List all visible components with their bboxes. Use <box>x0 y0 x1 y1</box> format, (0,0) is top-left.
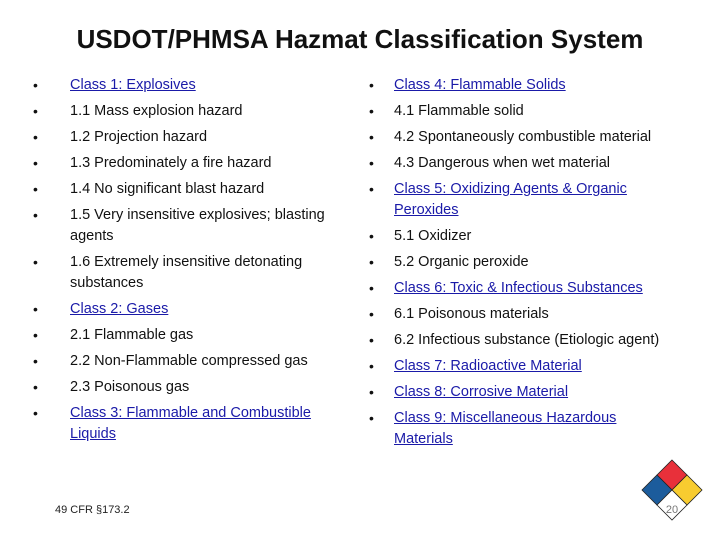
list-item <box>70 127 352 148</box>
class-link[interactable]: Class 5: Oxidizing Agents & Organic Peroxides <box>394 181 627 218</box>
item-text: 6.2 Infectious substance (Etiologic agent) <box>394 332 660 348</box>
list-item <box>394 252 662 273</box>
class-link[interactable]: Class 9: Miscellaneous Hazardous Materials <box>394 410 617 447</box>
list-item <box>394 127 662 148</box>
slide-title: USDOT/PHMSA Hazmat Classification System <box>76 24 644 54</box>
class-link-item <box>70 75 352 96</box>
item-text: 2.3 Poisonous gas <box>70 379 190 395</box>
item-text: 4.3 Dangerous when wet material <box>394 155 611 171</box>
list-item <box>70 377 352 398</box>
class-link-item <box>394 408 662 450</box>
item-text: 1.2 Projection hazard <box>70 129 208 145</box>
item-text: 1.5 Very insensitive explosives; blasting agents <box>70 207 325 244</box>
list-item <box>70 252 352 294</box>
footer-citation: 49 CFR §173.2 <box>55 504 130 516</box>
list-item <box>70 179 352 200</box>
item-text: 4.1 Flammable solid <box>394 103 524 119</box>
list-item <box>70 351 352 372</box>
class-link[interactable]: Class 4: Flammable Solids <box>394 77 566 93</box>
left-bullet-list <box>70 75 352 450</box>
class-link-item <box>394 356 662 377</box>
item-text: 2.1 Flammable gas <box>70 327 194 343</box>
class-link-item <box>70 299 352 320</box>
page-number: 20 <box>665 504 679 516</box>
list-item <box>70 153 352 174</box>
right-bullet-list <box>394 75 662 455</box>
item-text: 6.1 Poisonous materials <box>394 306 549 322</box>
item-text: 1.3 Predominately a fire hazard <box>70 155 272 171</box>
class-link[interactable]: Class 8: Corrosive Material <box>394 384 569 400</box>
nfpa-diamond-logo <box>640 458 704 522</box>
class-link[interactable]: Class 7: Radioactive Material <box>394 358 582 374</box>
item-text: 1.4 No significant blast hazard <box>70 181 265 197</box>
class-link-item <box>394 179 662 221</box>
item-text: 1.6 Extremely insensitive detonating substances <box>70 254 303 291</box>
list-item <box>394 153 662 174</box>
item-text: 5.2 Organic peroxide <box>394 254 529 270</box>
class-link[interactable]: Class 6: Toxic & Infectious Substances <box>394 280 643 296</box>
class-link-item <box>394 278 662 299</box>
class-link-item <box>394 382 662 403</box>
list-item <box>394 226 662 247</box>
class-link[interactable]: Class 1: Explosives <box>70 77 196 93</box>
item-text: 2.2 Non-Flammable compressed gas <box>70 353 308 369</box>
list-item <box>394 330 662 351</box>
item-text: 5.1 Oxidizer <box>394 228 472 244</box>
list-item <box>70 101 352 122</box>
class-link[interactable]: Class 3: Flammable and Combustible Liquids <box>70 405 311 442</box>
item-text: 1.1 Mass explosion hazard <box>70 103 243 119</box>
item-text: 4.2 Spontaneously combustible material <box>394 129 652 145</box>
list-item <box>70 205 352 247</box>
class-link-item <box>70 403 352 445</box>
class-link-item <box>394 75 662 96</box>
class-link[interactable]: Class 2: Gases <box>70 301 169 317</box>
list-item <box>70 325 352 346</box>
list-item <box>394 304 662 325</box>
list-item <box>394 101 662 122</box>
